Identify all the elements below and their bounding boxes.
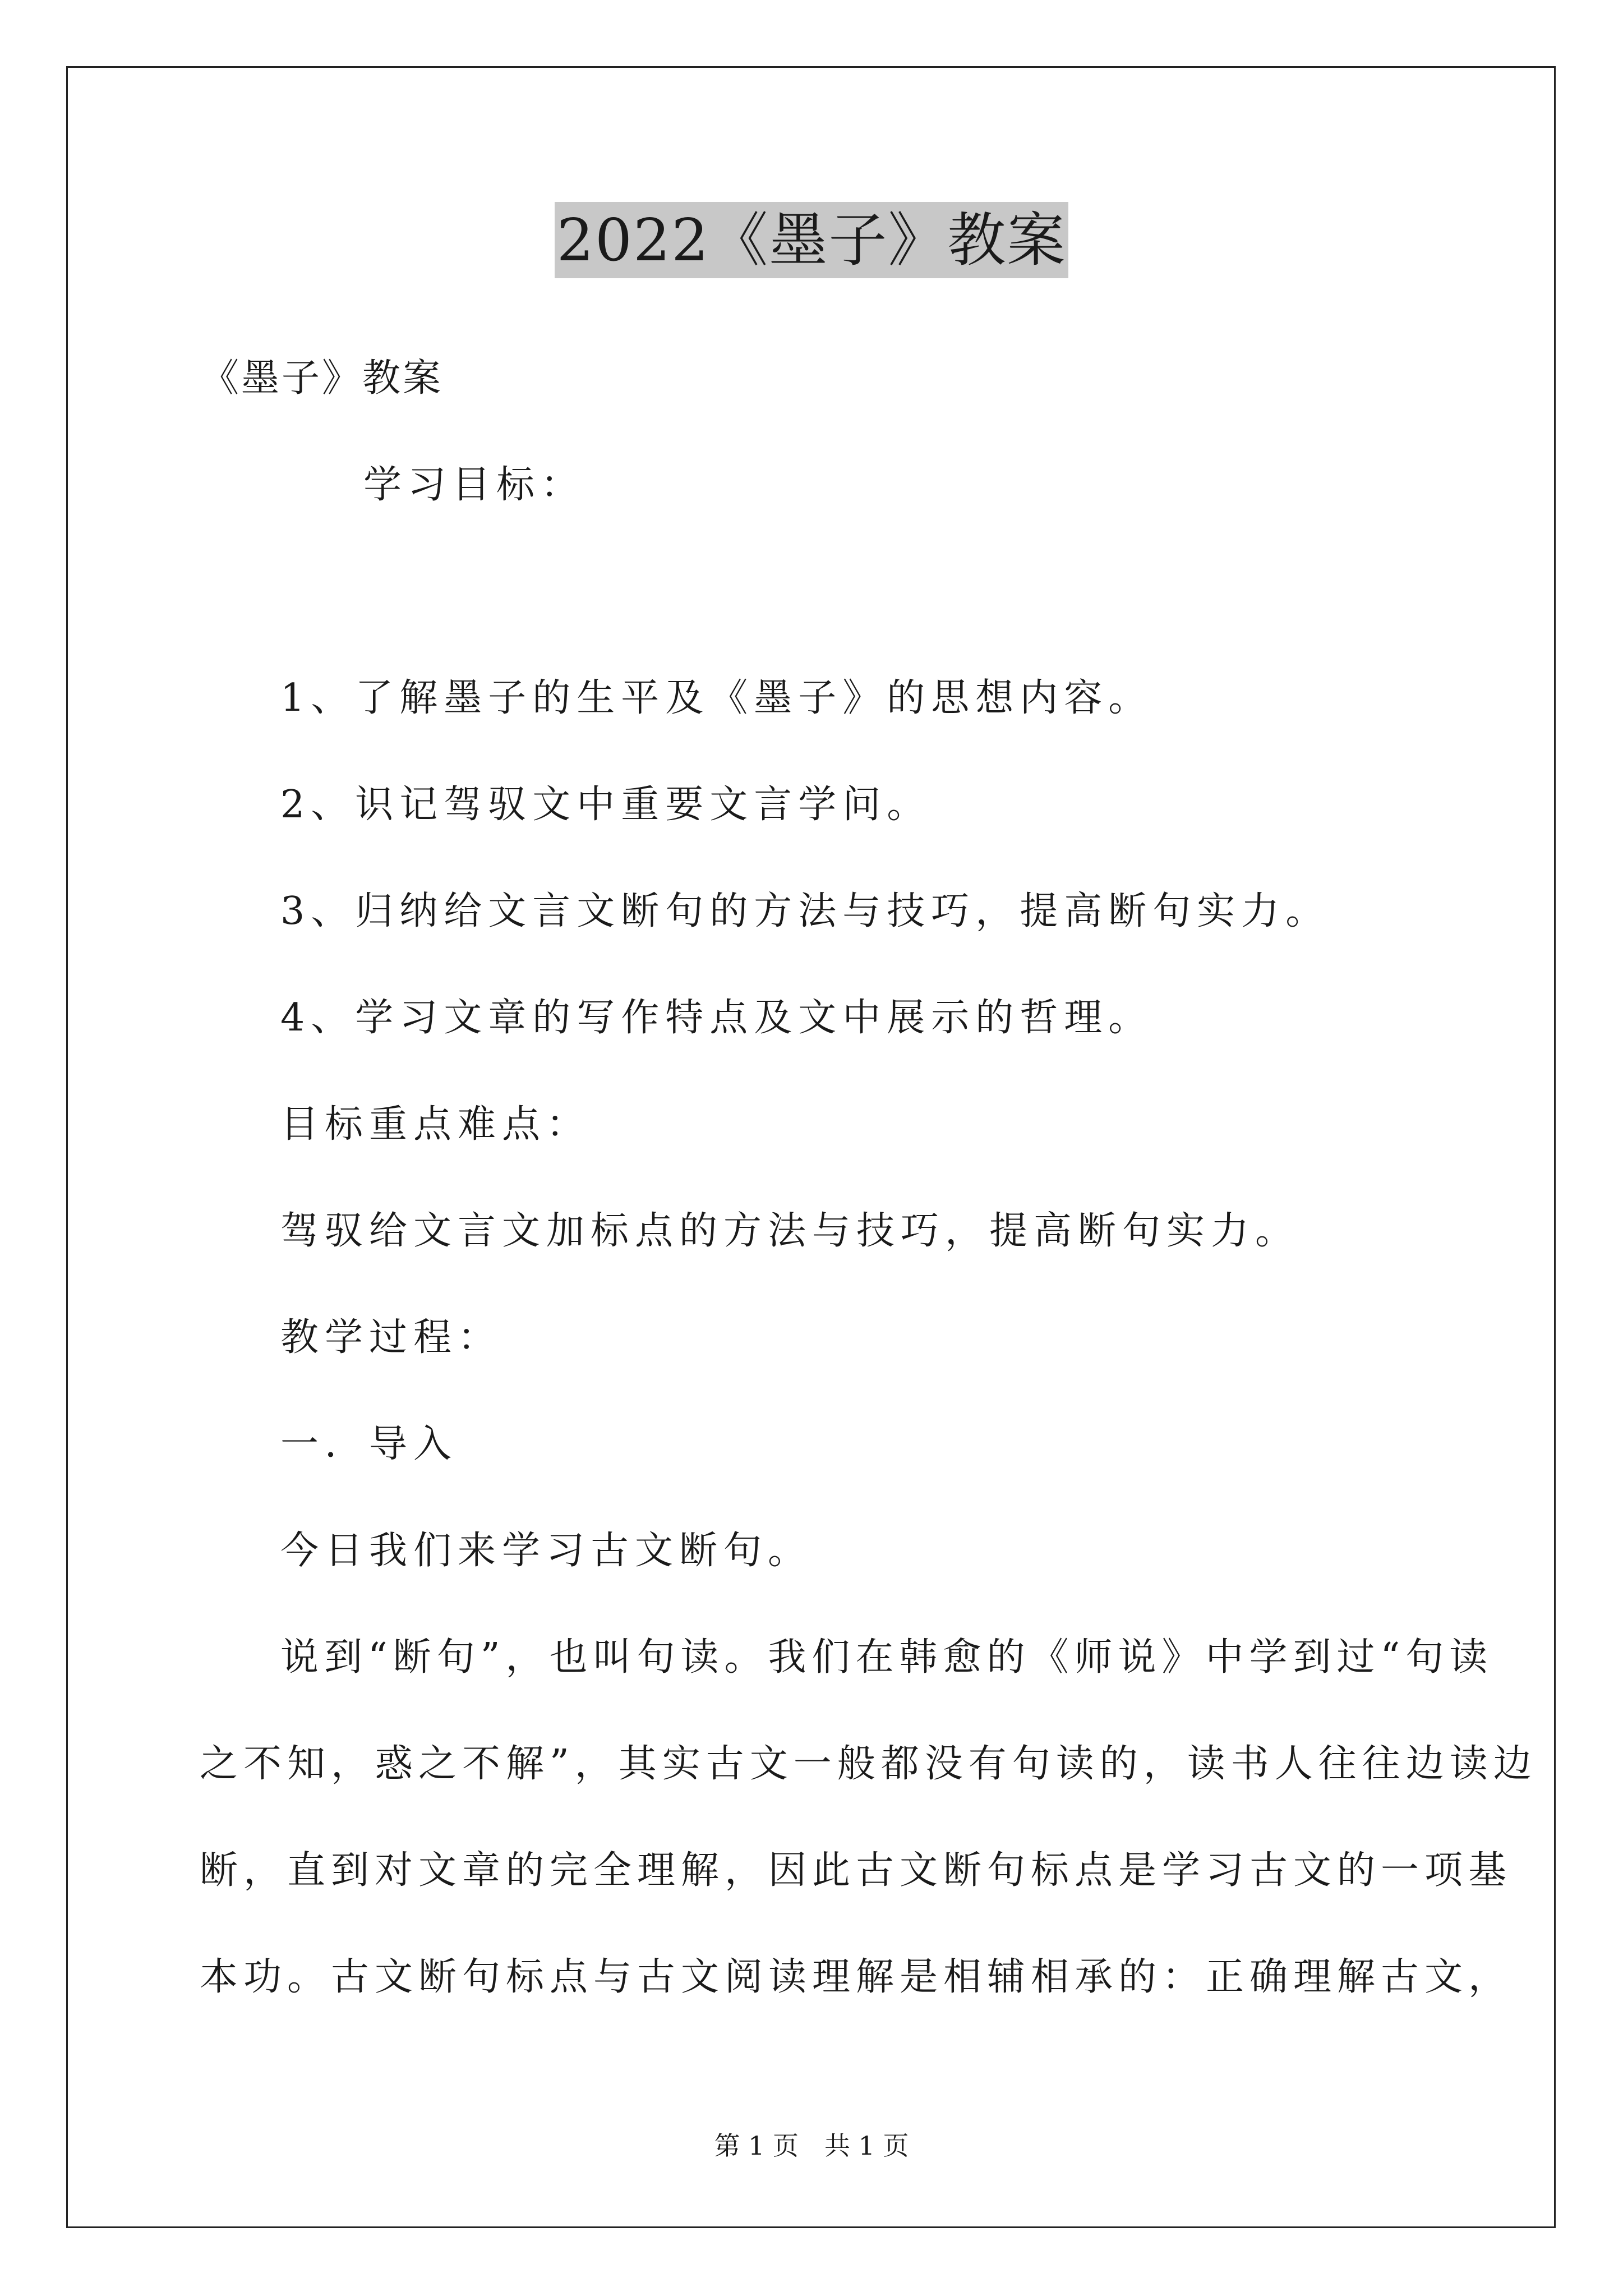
key-points-text: 驾驭给文言文加标点的方法与技巧，提高断句实力。 [280,1209,1300,1253]
title-wrap [0,202,1623,278]
section-heading-objectives: 学习目标： [363,463,585,507]
paragraph-line: 本功。古文断句标点与古文阅读理解是相辅相承的：正确理解古文， [200,1955,1513,1999]
paragraph-line: 说到“断句”，也叫句读。我们在韩愈的《师说》中学到过“句读 [280,1635,1493,1680]
document-title: 2022《墨子》教案 [555,202,1069,278]
page-footer: 第 1 页 共 1 页 [714,2131,909,2161]
objective-item-4: 4、学习文章的写作特点及文中展示的哲理。 [280,996,1153,1040]
paragraph-line: 之不知，惑之不解”，其实古文一般都没有句读的，读书人往往边读边 [200,1742,1537,1786]
step-heading-intro: 一．导入 [280,1422,458,1466]
objective-item-3: 3、归纳给文言文断句的方法与技巧，提高断句实力。 [280,889,1330,933]
section-heading-key-points: 目标重点难点： [280,1102,591,1147]
section-heading-process: 教学过程： [280,1315,502,1360]
paragraph-line: 断，直到对文章的完全理解，因此古文断句标点是学习古文的一项基 [200,1848,1513,1893]
objective-item-1: 1、了解墨子的生平及《墨子》的思想内容。 [280,676,1153,720]
subtitle: 《墨子》教案 [201,356,444,401]
paragraph-line: 今日我们来学习古文断句。 [280,1529,813,1573]
objective-item-2: 2、识记驾驭文中重要文言学问。 [280,783,932,827]
